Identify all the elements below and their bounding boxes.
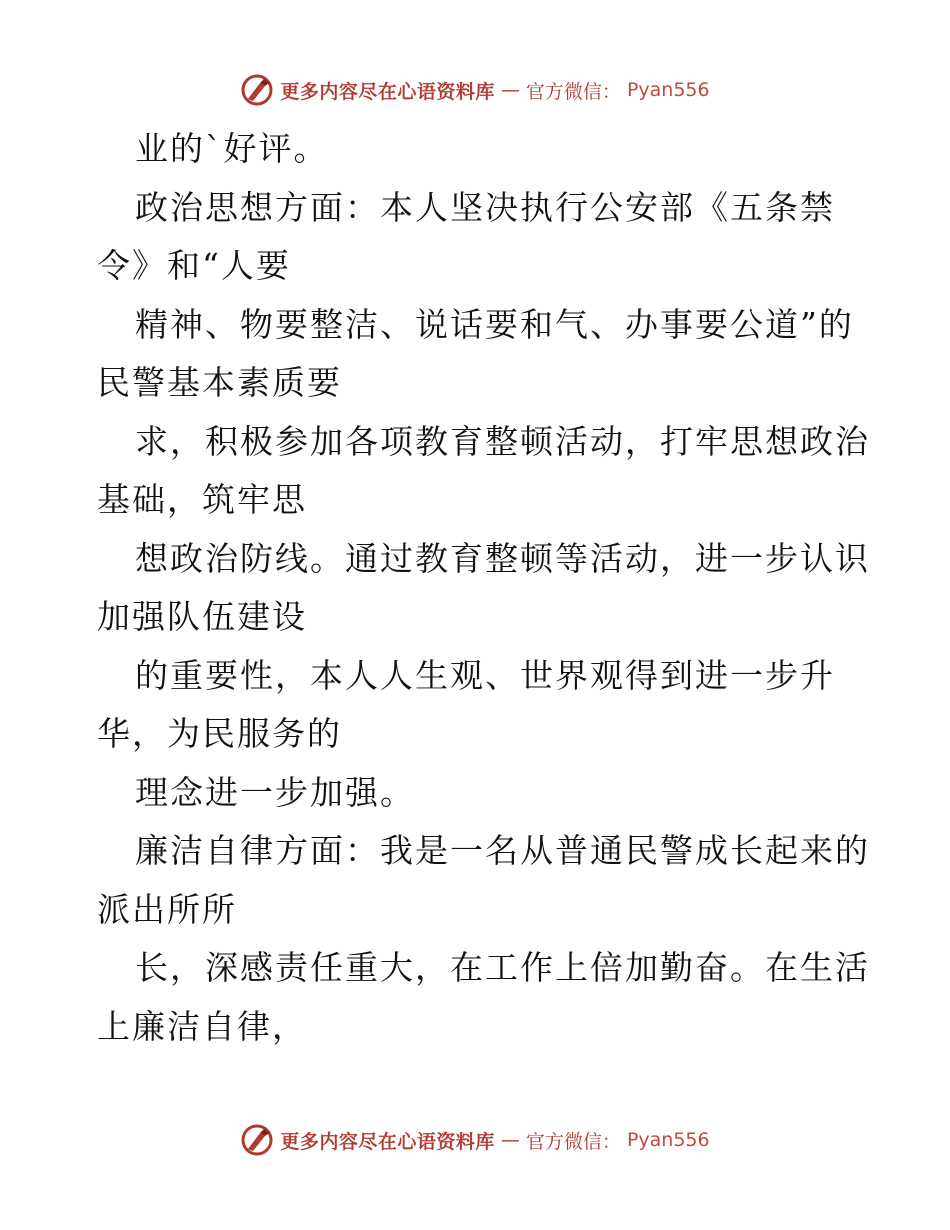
body-line: 业的`好评。 xyxy=(135,129,329,168)
footer-banner xyxy=(0,1120,950,1160)
body-line: 民警基本素质要 xyxy=(97,363,342,402)
body-line: 政治思想方面：本人坚决执行公安部《五条禁 xyxy=(135,187,835,227)
body-line: 加强队伍建设 xyxy=(97,597,307,636)
body-line: 理念进一步加强。 xyxy=(135,772,415,812)
body-line: 的重要性，本人人生观、世界观得到进一步升 xyxy=(135,655,835,695)
banner-dash: — xyxy=(500,1129,520,1151)
body-line: 华，为民服务的 xyxy=(97,714,342,753)
header-banner xyxy=(0,70,950,110)
body-line: 求，积极参加各项教育整顿活动，打牢思想政治 xyxy=(135,421,870,461)
body-line: 派出所所 xyxy=(97,889,237,929)
pen-nib-logo-icon xyxy=(240,1123,274,1157)
banner-wechat-id: Pyan556 xyxy=(626,1129,710,1151)
banner-wechat-label: 官方微信： xyxy=(525,80,621,103)
banner-site-text: 更多内容尽在心语资料库 xyxy=(280,80,495,103)
body-line: 精神、物要整洁、说话要和气、办事要公道”的 xyxy=(135,304,854,344)
body-line: 上廉洁自律， xyxy=(97,1006,307,1046)
banner-site-text: 更多内容尽在心语资料库 xyxy=(280,1130,495,1153)
document-body xyxy=(97,120,870,1056)
body-line: 想政治防线。通过教育整顿等活动，进一步认识 xyxy=(135,538,870,578)
body-line: 令》和“人要 xyxy=(97,246,291,285)
pen-nib-logo-icon xyxy=(240,73,274,107)
body-line: 长，深感责任重大，在工作上倍加勤奋。在生活 xyxy=(135,948,870,987)
banner-wechat-id: Pyan556 xyxy=(626,79,710,101)
body-line: 廉洁自律方面：我是一名从普通民警成长起来的 xyxy=(135,831,870,870)
banner-dash: — xyxy=(500,79,520,101)
body-line: 基础，筑牢思 xyxy=(97,480,307,519)
banner-wechat-label: 官方微信： xyxy=(525,1130,621,1153)
